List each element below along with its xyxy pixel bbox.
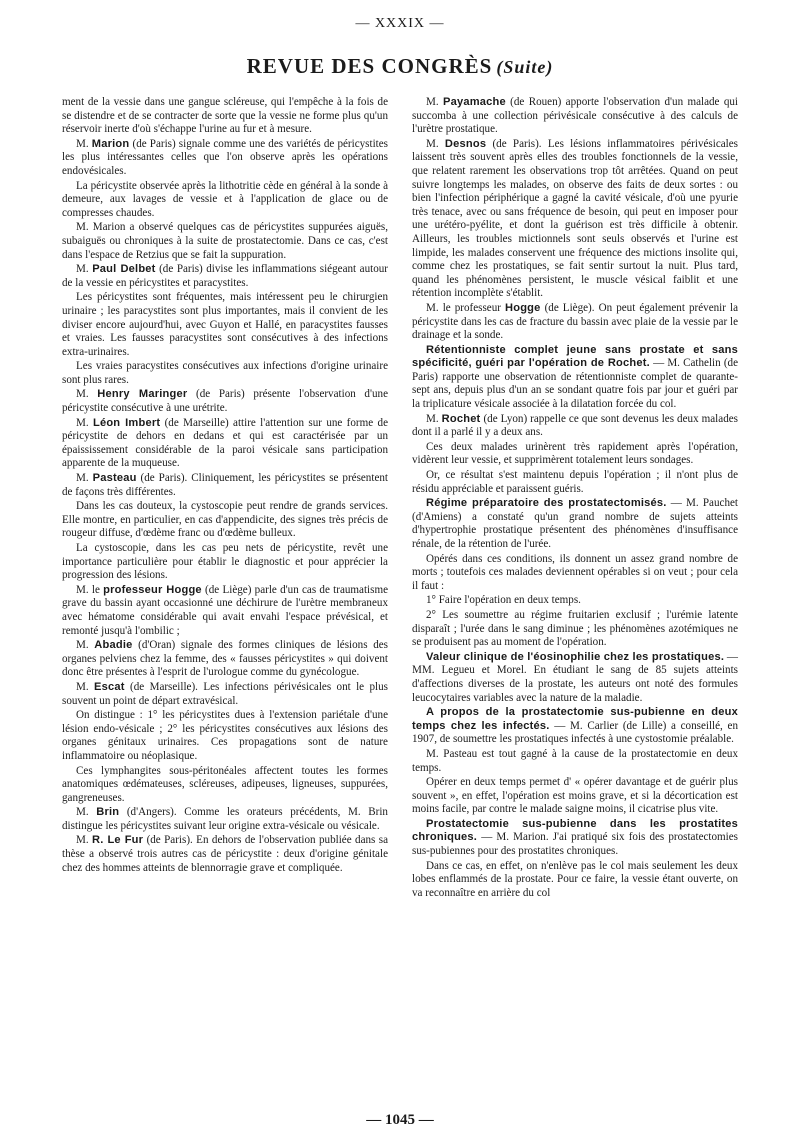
paragraph: M. Payamache (de Rouen) apporte l'observation d'un malade qui succomba à une collection périvésicale consécutive à des calculs de l'urètre prostatique. xyxy=(412,96,738,136)
heading-text: Valeur clinique de l'éosinophilie chez les prostatiques. xyxy=(426,650,725,663)
section-heading: Régime préparatoire des prostatectomisés. — M. Pauchet (d'Amiens) a constaté qu'un grand nombre de sujets atteints d'hypertrophie prostatique présentent des phénomènes d'insuffisance rénale, de la rétention de l'urée. xyxy=(412,497,738,550)
paragraph: M. R. Le Fur (de Paris). En dehors de l'observation publiée dans sa thèse a observé trois autres cas de péricystite : deux d'origine génitale chez des hommes atteints de blennorragie grave et compliquée. xyxy=(62,834,388,874)
paragraph: Opérés dans ces conditions, ils donnent un assez grand nombre de morts ; toutefois ces malades deviennent opérables si on veut ; pour cela il faut : xyxy=(412,552,738,592)
section-heading: Rétentionniste complet jeune sans prostate et sans spécificité, guéri par l'opération de Rochet. — M. Cathelin (de Paris) rapporte une observation de rétentionniste complet de quarante-sept ans, depuis plus d'un an se sondant quatre fois par jour et guéri par la triplicature vésicale associée à la dilatation forcée du col. xyxy=(412,343,739,411)
speaker-name: professeur Hogge xyxy=(103,583,202,596)
speaker-name: R. Le Fur xyxy=(92,834,144,847)
paragraph: M. Henry Maringer (de Paris) présente l'observation d'une péricystite consécutive à une urétrite. xyxy=(62,388,388,415)
paragraph: M. Marion (de Paris) signale comme une des variétés de péricystites les plus intéressantes celles que l'on observe après les opérations endovésicales. xyxy=(62,137,388,177)
paragraph: M. Léon Imbert (de Marseille) attire l'attention sur une forme de péricystite de dehors en dedans et qui est caractérisée par un épaississement considérable de la paroi vésicale sans participation apparente de la muqueuse. xyxy=(62,416,388,470)
paragraph: On distingue : 1° les péricystites dues à l'extension pariétale d'une lésion endo-vésicale ; 2° les péricystites consécutives aux lésions des organes génitaux urinaires. Ces propagations sont de nature inflammatoire ou néoplasique. xyxy=(62,709,388,762)
speaker-name: Henry Maringer xyxy=(97,388,188,401)
title-text: REVUE DES CONGRÈS xyxy=(246,54,493,78)
paragraph: Ces lymphangites sous-péritonéales affectent toutes les formes anatomiques œdémateuses, scléreuses, adipeuses, ligneuses, suppurées, gangreneuses. xyxy=(62,764,388,804)
paragraph: M. le professeur Hogge (de Liège) parle d'un cas de traumatisme grave du bassin ayant occasionné une déchirure de l'urètre membraneux avec hématome considérable qui avait envahi l'espace prévésical, et remonté jusqu'à l'ombilic ; xyxy=(62,583,388,637)
paragraph: M. Abadie (d'Oran) signale des formes cliniques de lésions des organes pelviens chez la femme, des « fausses péricystites » qui doivent donc être présentes à l'esprit de l'urologue comme du gynécologue. xyxy=(62,639,388,679)
paragraph: M. Paul Delbet (de Paris) divise les inflammations siégeant autour de la vessie en péricystites et paracystites. xyxy=(62,263,388,289)
speaker-name: Paul Delbet xyxy=(92,263,156,276)
paragraph: 1° Faire l'opération en deux temps. xyxy=(426,594,581,607)
heading-text: Rétentionniste complet jeune sans prostate et sans spécificité, guéri par l'opération de Rochet. xyxy=(412,343,738,370)
section-heading: Prostatectomie sus-pubienne dans les prostatites chroniques. — M. Marion. J'ai pratiqué six fois des prostatectomies sus-pubiennes pour des prostatites chroniques. xyxy=(412,817,738,858)
speaker-name: Léon Imbert xyxy=(92,416,161,429)
heading-text: Régime préparatoire des prostatectomisés. xyxy=(426,497,667,510)
right-column xyxy=(412,96,738,901)
page-title xyxy=(0,54,800,79)
speaker-name: Pasteau xyxy=(92,472,137,485)
paragraph: Les vraies paracystites consécutives aux infections d'origine urinaire sont plus rares. xyxy=(62,360,388,386)
paragraph: M. Desnos (de Paris). Les lésions inflammatoires périvésicales laissent très souvent après elles des troubles fonctionnels de la vessie, que relatent rarement les observations trop tôt arrêtées. Quand on peut suivre longtemps les malades, on observe des faits de deux sortes : ou bien l'infection périphérique a gagné la cavité vésicale, d'où une pyurie très tenace, avec ou sans fréquence de besoin, qui peut en imposer pour une urétéro-pyélite, et dont la guérison est très difficile à obtenir. Ailleurs, les troubles mictionnels sont seuls observés et l'urine est limpide, les malades conservent une fréquence des mictions insolite qui, comme chez les prostatiques, se fait sentir surtout la nuit. Plus tard, quand les phénomènes persistent, le muscle vésical faiblit et une rétention incomplète s'établit. xyxy=(412,137,738,300)
speaker-name: Payamache xyxy=(442,96,506,108)
paragraph: Dans les cas douteux, la cystoscopie peut rendre de grands services. Elle montre, en particulier, en cas d'appendicite, des signes très précis de rougeur diffuse, d'œdème franc ou d'œdème bulleux. xyxy=(62,500,388,540)
speaker-name: Abadie xyxy=(94,639,133,652)
paragraph: ment de la vessie dans une gangue scléreuse, qui l'empêche à la fois de se distendre et de se contracter de sorte que la vessie ne forme plus qu'un réservoir inerte d'où s'échappe l'urine au fur et à mesure. xyxy=(62,96,388,136)
speaker-name: Desnos xyxy=(444,137,487,150)
heading-text: A propos de la prostatectomie sus-pubienne en deux temps chez les infectés. xyxy=(412,706,738,732)
paragraph: 2° Les soumettre au régime fruitarien exclusif ; l'urémie latente disparaît ; l'urée dans le sang diminue ; les phénomènes azotémiques ne se produisent pas au moment de l'opération. xyxy=(412,608,738,649)
paragraph: M. Rochet (de Lyon) rappelle ce que sont devenus les deux malades dont il a parlé il y a deux ans. xyxy=(412,412,738,439)
section-heading: A propos de la prostatectomie sus-pubienne en deux temps chez les infectés. — M. Carlier (de Lille) a conseillé, en 1907, de soumettre les prostatiques infectés à une cystostomie préalable. xyxy=(412,706,738,746)
paragraph: M. Pasteau est tout gagné à la cause de la prostatectomie en deux temps. xyxy=(412,747,738,774)
left-column xyxy=(62,96,388,876)
paragraph: La cystoscopie, dans les cas peu nets de péricystite, revêt une importance particulière pour établir le diagnostic et pour apprécier la progression des lésions. xyxy=(62,542,388,582)
paragraph: M. le professeur Hogge (de Liège). On peut également prévenir la péricystite dans les cas de fracture du bassin avec plaie de la vessie par le drainage et la sonde. xyxy=(412,301,738,342)
section-heading: Valeur clinique de l'éosinophilie chez les prostatiques. — MM. Legueu et Morel. En étudiant le sang de 85 sujets atteints d'affections diverses de la prostate, les auteurs ont noté des formules leucocytaires variables avec la nature de la maladie. xyxy=(412,650,738,704)
speaker-name: Marion xyxy=(91,137,130,150)
paragraph: Or, ce résultat s'est maintenu depuis l'opération ; il n'ont plus de résidu appréciable et paraissent guéris. xyxy=(412,469,738,495)
title-suite: (Suite) xyxy=(496,57,554,77)
page-number-bottom: — 1045 — xyxy=(366,1112,434,1128)
paragraph: M. Marion a observé quelques cas de péricystites suppurées aiguës, subaiguës ou chroniques à la suite de prostatectomie. Dans ce cas, c'est dans l'espace de Retzius que se fait la suppuration. xyxy=(62,221,388,261)
speaker-name: Hogge xyxy=(505,301,541,314)
speaker-name: Brin xyxy=(96,806,120,819)
paragraph: Dans ce cas, en effet, on n'enlève pas le col mais seulement les deux lobes enflammés de la prostate. Pour ce faire, la vessie étant ouverte, on va reconnaître en arrière du col xyxy=(412,859,738,899)
paragraph: Les péricystites sont fréquentes, mais intéressent peu le chirurgien urinaire ; les paracystites sont plus importantes, mais il convient de les diviser encore aujourd'hui, avec Guyon et Hallé, en paracystites fausses et vraies. Les fausses paracystites sont consécutives à des infections extra-urinaires. xyxy=(62,291,388,358)
paragraph: La péricystite observée après la lithotritie cède en général à la sonde à demeure, aux lavages de vessie et à l'application de glace ou de compresses chaudes. xyxy=(62,179,388,219)
paragraph: M. Brin (d'Angers). Comme les orateurs précédents, M. Brin distingue les péricystites suivant leur origine extra-vésicale ou vésicale. xyxy=(62,806,388,832)
paragraph: Ces deux malades urinèrent très rapidement après l'opération, vidèrent leur vessie, et supprimèrent totalement leurs sondages. xyxy=(412,440,738,467)
paragraph: Opérer en deux temps permet d' « opérer davantage et de guérir plus souvent », en effet, l'opération est moins grave, et si la décortication est moins facile, par contre le malade saigne moins, il cicatrise plus vite. xyxy=(412,776,738,816)
speaker-name: Rochet xyxy=(441,412,481,425)
page-number-top: — XXXIX — xyxy=(355,16,445,31)
paragraph: M. Escat (de Marseille). Les infections périvésicales ont le plus souvent un point de départ extravésical. xyxy=(62,680,388,707)
paragraph: M. Pasteau (de Paris). Cliniquement, les péricystites se présentent de façons très différentes. xyxy=(62,472,388,498)
heading-text: Prostatectomie sus-pubienne dans les prostatites chroniques. xyxy=(412,817,738,844)
speaker-name: Escat xyxy=(94,680,125,693)
